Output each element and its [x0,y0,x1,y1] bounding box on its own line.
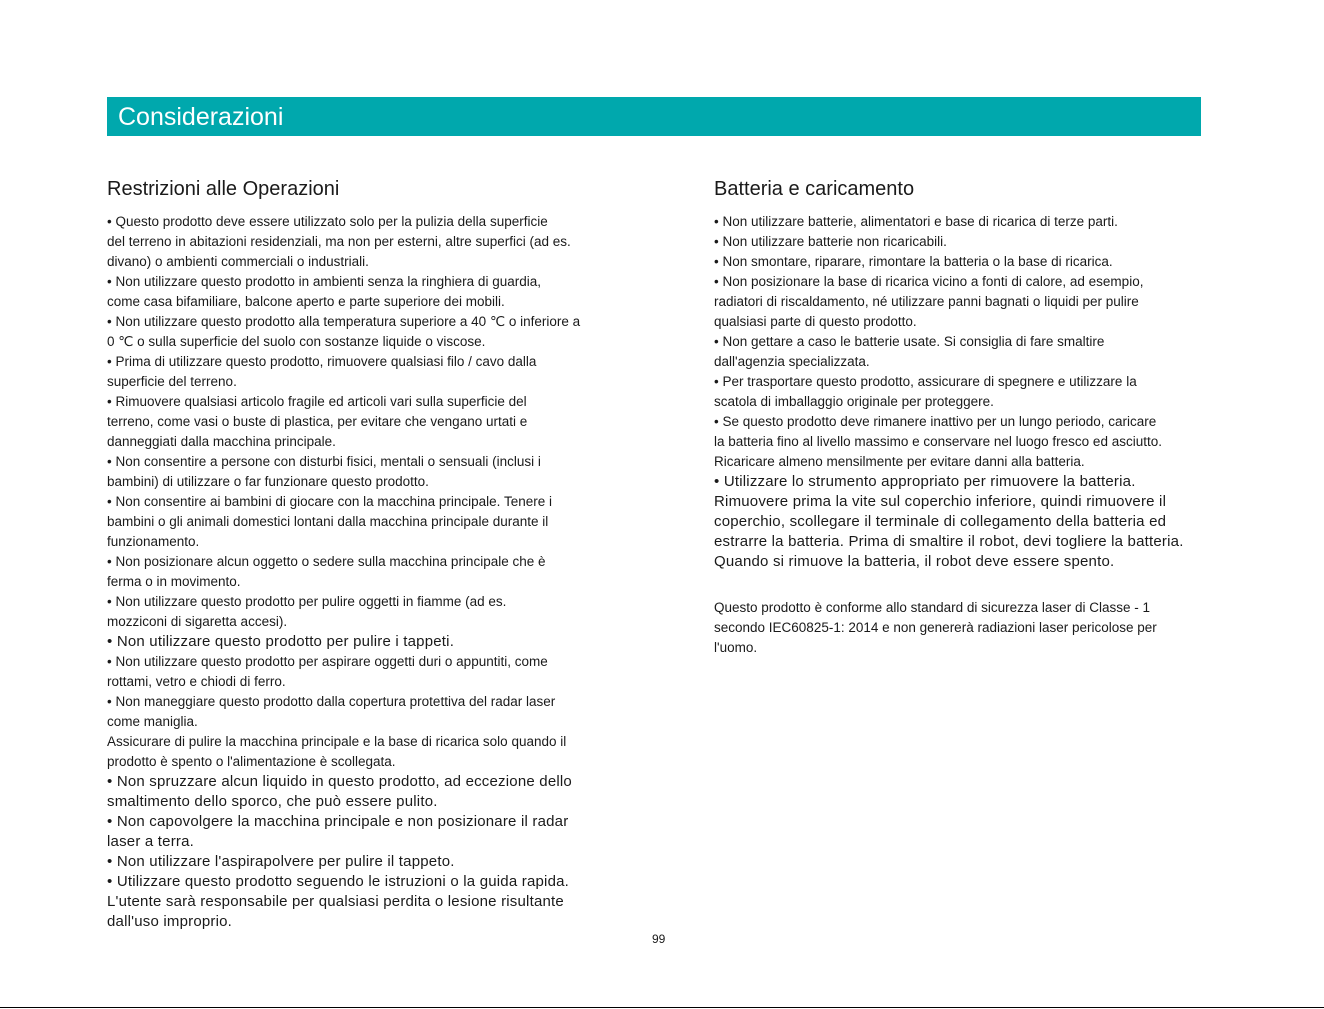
battery-text-line: estrarre la batteria. Prima di smaltire il robot, devi togliere la batteria. [714,533,1184,550]
restrictions-text-line: terreno, come vasi o buste di plastica, per evitare che vengano urtati e [107,414,528,429]
battery-text-line: • Se questo prodotto deve rimanere inattivo per un lungo periodo, caricare [714,414,1157,429]
page-bottom-rule [0,1007,1324,1008]
battery-column [714,212,1219,658]
battery-text-line: Ricaricare almeno mensilmente per evitare danni alla batteria. [714,454,1085,469]
battery-heading: Batteria e caricamento [714,178,915,200]
restrictions-text-line: superficie del terreno. [107,374,237,389]
restrictions-text-line: Assicurare di pulire la macchina principale e la base di ricarica solo quando il [107,734,567,749]
restrictions-text-line: come casa bifamiliare, balcone aperto e parte superiore dei mobili. [107,294,505,309]
restrictions-text-line: divano) o ambienti commerciali o industriali. [107,254,369,269]
battery-text-line: • Non smontare, riparare, rimontare la batteria o la base di ricarica. [714,254,1113,269]
restrictions-text-line: • Rimuovere qualsiasi articolo fragile ed articoli vari sulla superficie del [107,394,527,409]
battery-text-line: • Utilizzare lo strumento appropriato per rimuovere la batteria. [714,473,1136,490]
laser-compliance-note-line: Questo prodotto è conforme allo standard di sicurezza laser di Classe - 1 [714,600,1150,615]
restrictions-text-line: • Non utilizzare questo prodotto in ambienti senza la ringhiera di guardia, [107,274,541,289]
battery-text-line: • Per trasportare questo prodotto, assicurare di spegnere e utilizzare la [714,374,1137,389]
restrictions-text-line: bambini o gli animali domestici lontani dalla macchina principale durante il [107,514,549,529]
restrictions-text-line: laser a terra. [107,833,194,850]
restrictions-text-line: • Non posizionare alcun oggetto o sedere sulla macchina principale che è [107,554,546,569]
restrictions-text-line: • Non capovolgere la macchina principale e non posizionare il radar [107,813,569,830]
restrictions-text-line: • Non utilizzare questo prodotto alla temperatura superiore a 40 ℃ o inferiore a [107,314,581,329]
restrictions-text-line: • Non consentire a persone con disturbi fisici, mentali o sensuali (inclusi i [107,454,541,469]
laser-compliance-note-line: secondo IEC60825-1: 2014 e non genererà radiazioni laser pericolose per [714,620,1157,635]
restrictions-text-line: mozziconi di sigaretta accesi). [107,614,288,629]
restrictions-text-line: ferma o in movimento. [107,574,241,589]
restrictions-text-line: dall'uso improprio. [107,913,233,930]
restrictions-text-line: • Utilizzare questo prodotto seguendo le istruzioni o la guida rapida. [107,873,570,890]
battery-text-line: Quando si rimuove la batteria, il robot deve essere spento. [714,553,1115,570]
restrictions-text-line: smaltimento dello sporco, che può essere pulito. [107,793,438,810]
battery-text-line: coperchio, scollegare il terminale di collegamento della batteria ed [714,513,1167,530]
restrictions-text-line: • Non utilizzare questo prodotto per aspirare oggetti duri o appuntiti, come [107,654,548,669]
restrictions-text-line: • Non utilizzare questo prodotto per pulire oggetti in fiamme (ad es. [107,594,507,609]
battery-text-line: • Non utilizzare batterie non ricaricabili. [714,234,947,249]
restrictions-text-line: 0 ℃ o sulla superficie del suolo con sostanze liquide o viscose. [107,334,486,349]
restrictions-text-line: danneggiati dalla macchina principale. [107,434,336,449]
section-header-title: Considerazioni [118,103,284,131]
battery-text-line: la batteria fino al livello massimo e conservare nel luogo fresco ed asciutto. [714,434,1162,449]
battery-text-line: scatola di imballaggio originale per proteggere. [714,394,994,409]
restrictions-text-line: • Non spruzzare alcun liquido in questo prodotto, ad eccezione dello [107,773,572,790]
restrictions-text-line: prodotto è spento o l'alimentazione è scollegata. [107,754,396,769]
restrictions-text-line: come maniglia. [107,714,198,729]
paragraph-spacer [714,572,1219,598]
restrictions-text-line: del terreno in abitazioni residenziali, ma non per esterni, altre superfici (ad es. [107,234,571,249]
battery-text-line: dall'agenzia specializzata. [714,354,870,369]
battery-text-line: radiatori di riscaldamento, né utilizzare panni bagnati o liquidi per pulire [714,294,1139,309]
restrictions-text-line: • Non maneggiare questo prodotto dalla copertura protettiva del radar laser [107,694,556,709]
restrictions-heading: Restrizioni alle Operazioni [107,178,340,200]
laser-compliance-note-line: l'uomo. [714,640,758,655]
section-header-bar [107,97,1201,136]
restrictions-text-line: • Questo prodotto deve essere utilizzato solo per la pulizia della superficie [107,214,548,229]
battery-text-line: qualsiasi parte di questo prodotto. [714,314,917,329]
battery-text-line: Rimuovere prima la vite sul coperchio inferiore, quindi rimuovere il [714,493,1167,510]
restrictions-text-line: funzionamento. [107,534,200,549]
restrictions-text-line: • Non consentire ai bambini di giocare con la macchina principale. Tenere i [107,494,552,509]
restrictions-text-line: rottami, vetro e chiodi di ferro. [107,674,286,689]
battery-text-line: • Non posizionare la base di ricarica vicino a fonti di calore, ad esempio, [714,274,1144,289]
restrictions-text-line: • Prima di utilizzare questo prodotto, rimuovere qualsiasi filo / cavo dalla [107,354,537,369]
restrictions-text-line: • Non utilizzare questo prodotto per pulire i tappeti. [107,633,455,650]
restrictions-column [107,212,627,932]
battery-text-line: • Non utilizzare batterie, alimentatori e base di ricarica di terze parti. [714,214,1118,229]
restrictions-text-line: bambini) di utilizzare o far funzionare questo prodotto. [107,474,429,489]
page-number: 99 [652,932,666,946]
battery-text-line: • Non gettare a caso le batterie usate. Si consiglia di fare smaltire [714,334,1105,349]
restrictions-text-line: • Non utilizzare l'aspirapolvere per pulire il tappeto. [107,853,455,870]
restrictions-text-line: L'utente sarà responsabile per qualsiasi perdita o lesione risultante [107,893,564,910]
